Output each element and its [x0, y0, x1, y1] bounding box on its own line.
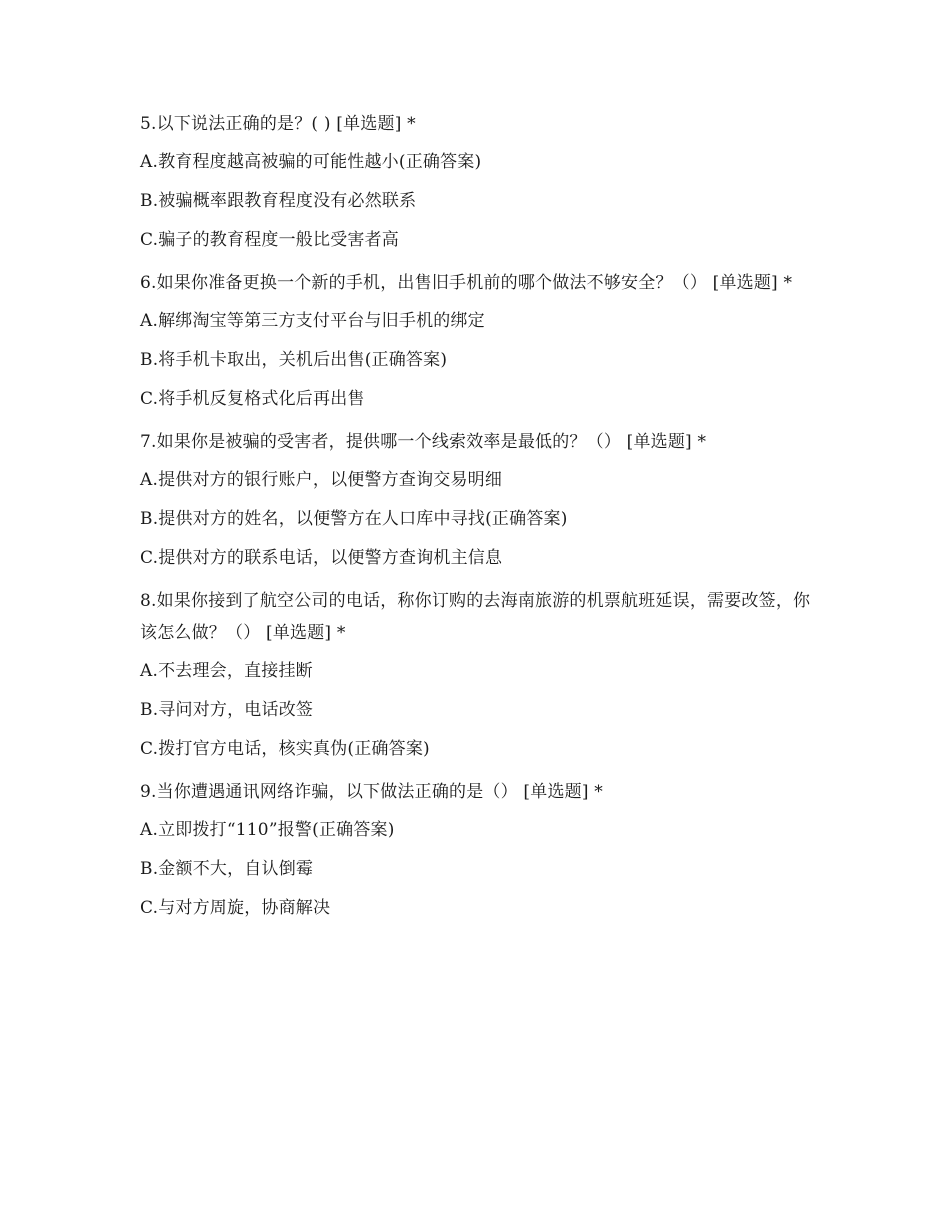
question-title: 6.如果你准备更换一个新的手机，出售旧手机前的哪个做法不够安全？（） [单选题] * — [140, 273, 793, 293]
option-c: C.提供对方的联系电话，以便警方查询机主信息 — [140, 548, 503, 568]
option-a: A.提供对方的银行账户，以便警方查询交易明细 — [140, 470, 503, 490]
option-a: A.立即拨打“110”报警(正确答案) — [140, 820, 395, 840]
option-c: C.拨打官方电话，核实真伪(正确答案) — [140, 739, 430, 759]
question-5 — [140, 108, 820, 252]
question-title: 7.如果你是被骗的受害者，提供哪一个线索效率是最低的？（） [单选题] * — [140, 432, 707, 452]
option-c: C.骗子的教育程度一般比受害者高 — [140, 230, 400, 250]
question-title: 5.以下说法正确的是？( ) [单选题] * — [140, 114, 416, 134]
quiz-document — [140, 108, 820, 935]
question-6 — [140, 267, 820, 411]
option-b: B.提供对方的姓名，以便警方在人口库中寻找(正确答案) — [140, 509, 568, 529]
option-b: B.金额不大，自认倒霉 — [140, 859, 314, 879]
option-b: B.寻问对方，电话改签 — [140, 700, 314, 720]
option-a: A.解绑淘宝等第三方支付平台与旧手机的绑定 — [140, 311, 485, 331]
option-a: A.教育程度越高被骗的可能性越小(正确答案) — [140, 152, 482, 172]
option-c: C.与对方周旋，协商解决 — [140, 898, 331, 918]
question-title: 8.如果你接到了航空公司的电话，称你订购的去海南旅游的机票航班延误，需要改签，你该怎么做？（） [单选题] * — [140, 591, 811, 643]
option-b: B.将手机卡取出，关机后出售(正确答案) — [140, 350, 448, 370]
option-c: C.将手机反复格式化后再出售 — [140, 389, 365, 409]
question-7 — [140, 426, 820, 570]
question-9 — [140, 776, 820, 920]
question-8 — [140, 585, 820, 761]
option-a: A.不去理会，直接挂断 — [140, 661, 313, 681]
option-b: B.被骗概率跟教育程度没有必然联系 — [140, 191, 417, 211]
question-title: 9.当你遭遇通讯网络诈骗，以下做法正确的是（） [单选题] * — [140, 782, 603, 802]
